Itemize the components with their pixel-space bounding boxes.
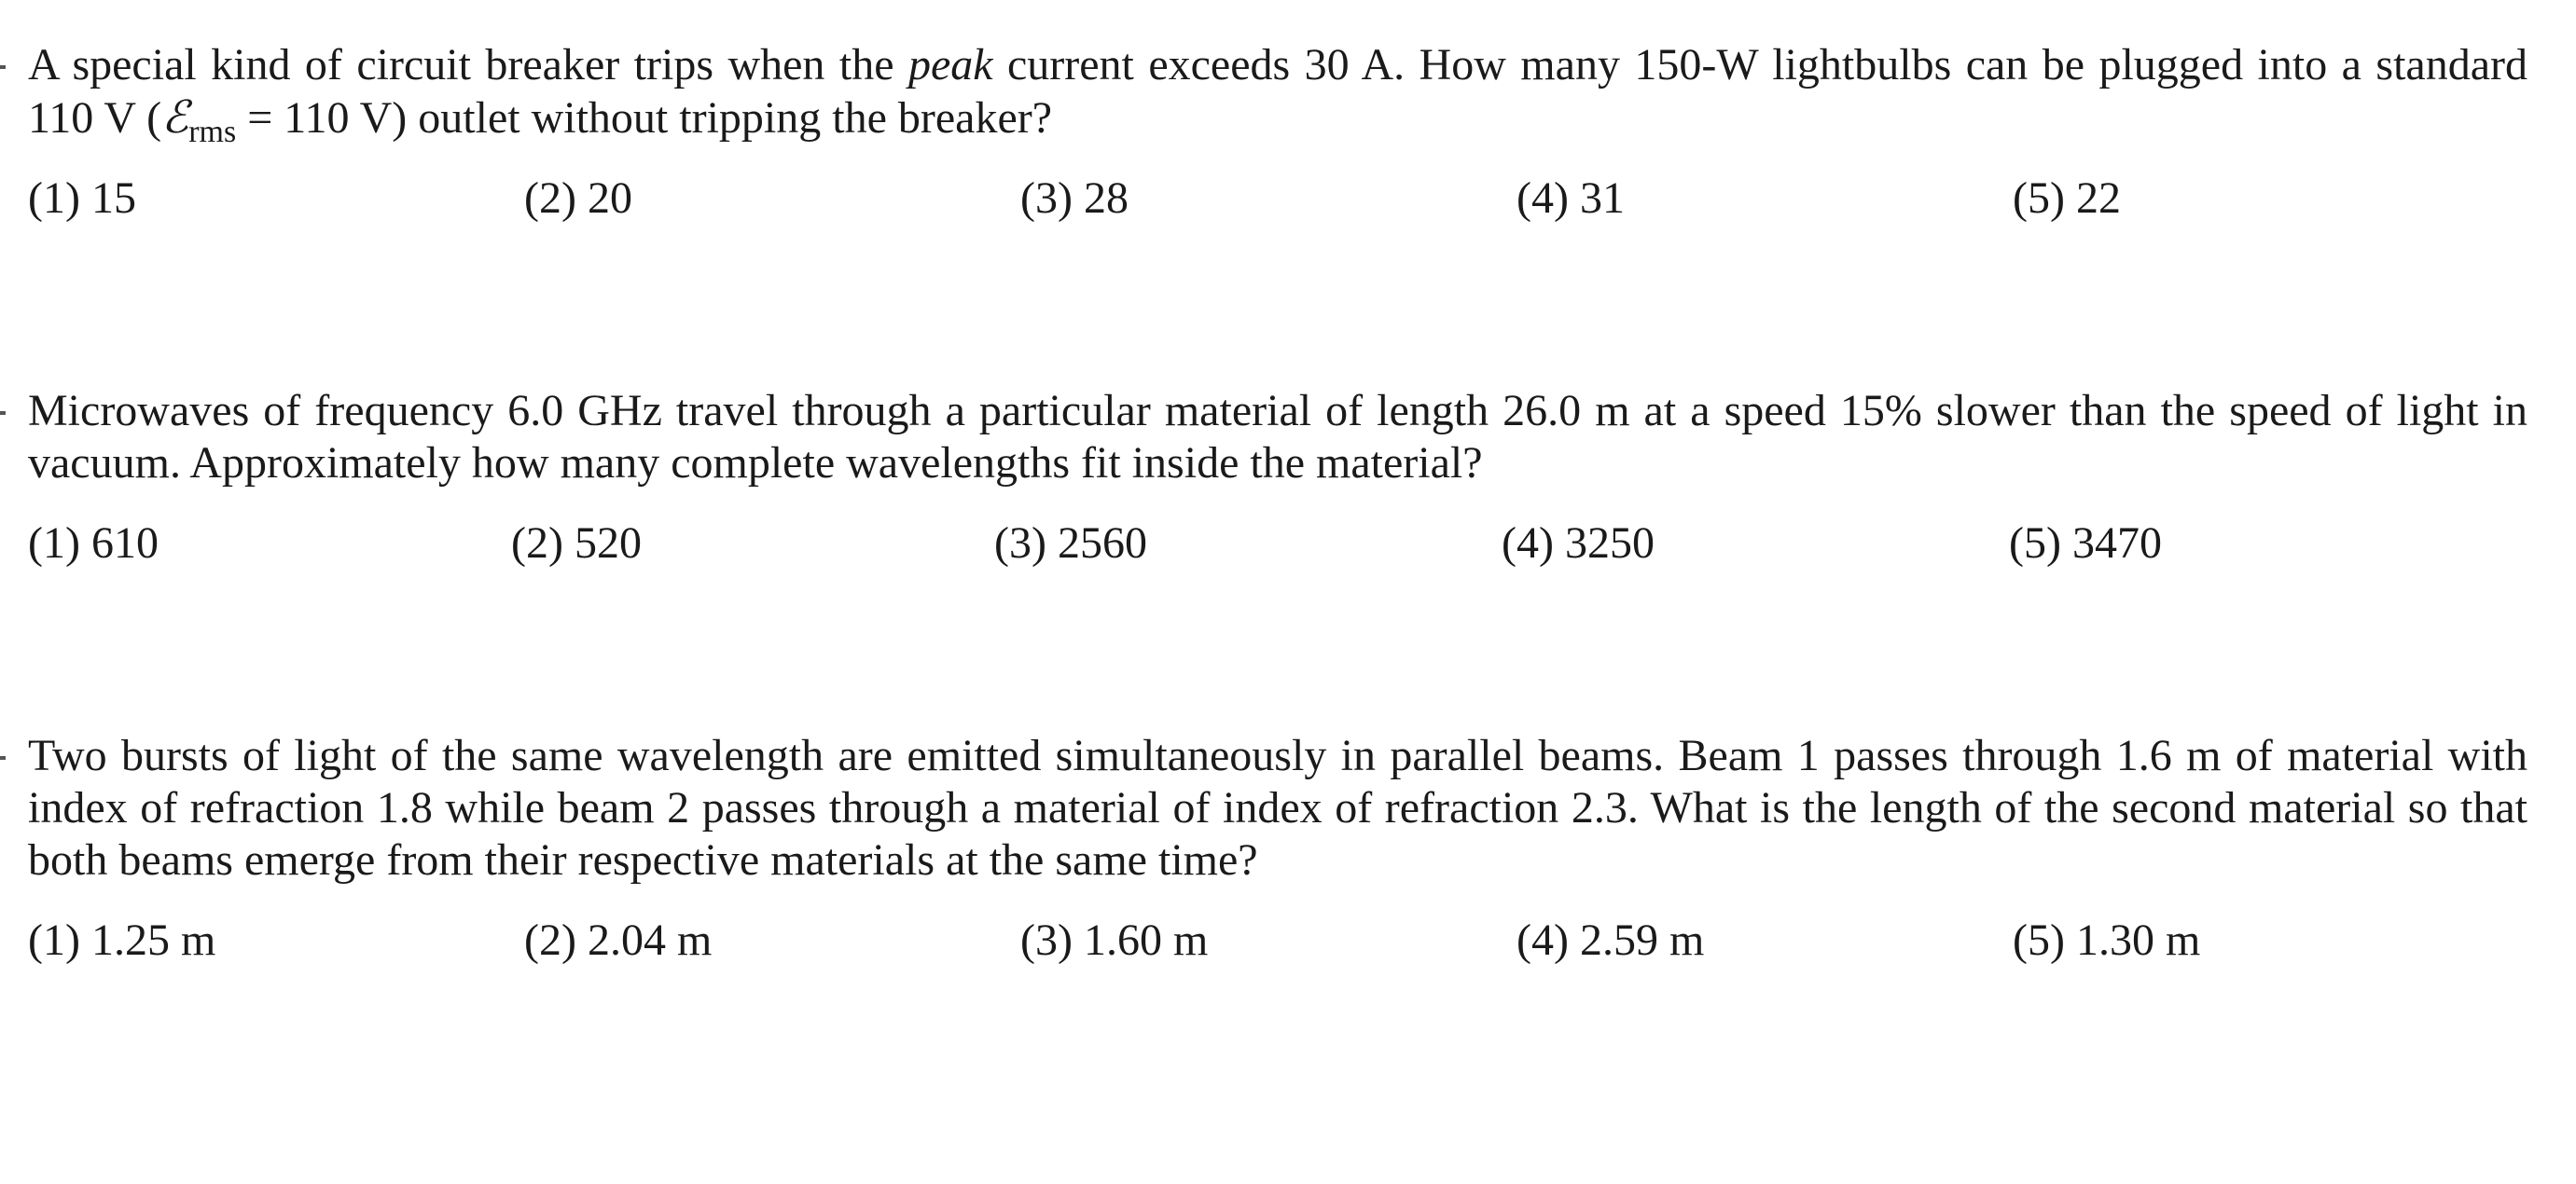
- question-1-text-part-c: = 110 V) outlet without tripping the breaker?: [236, 93, 1053, 143]
- question-2: [28, 385, 2528, 573]
- question-1-emphasis: peak: [907, 40, 993, 89]
- choice-3: (3) 2560: [994, 518, 1147, 568]
- question-1: [28, 39, 2528, 228]
- choice-4: (4) 3250: [1502, 518, 1655, 568]
- choice-4: (4) 2.59 m: [1517, 916, 1705, 965]
- question-1-text-part-a: A special kind of circuit breaker trips when the: [28, 40, 908, 89]
- question-1-text-part-b: current exceeds 30 A. How many 150-W lightbulbs can be plugged into a standard 110 V (: [28, 40, 2528, 143]
- question-2-text: Microwaves of frequency 6.0 GHz travel through a particular material of length 26.0 m at a speed 15% slower than the speed of light in vacuum. Approximately how many complete wavelengths fit inside the material?: [28, 386, 2528, 488]
- choice-1: (1) 15: [28, 173, 136, 223]
- choice-5: (5) 1.30 m: [2013, 916, 2201, 965]
- choice-4: (4) 31: [1517, 173, 1625, 223]
- emf-subscript: rms: [188, 115, 237, 149]
- choice-5: (5) 3470: [2009, 518, 2162, 568]
- question-1-text: [28, 39, 2528, 149]
- choice-2: (2) 2.04 m: [524, 916, 713, 965]
- question-marker: [0, 411, 6, 415]
- question-marker: [0, 65, 6, 69]
- choice-5: (5) 22: [2013, 173, 2121, 223]
- question-3-text: Two bursts of light of the same wavelength are emitted simultaneously in parallel beams. Beam 1 passes through 1.6 m of material with index of refraction 1.8 while beam 2 passes through a material of index of refraction 2.3. What is the length of the second material so that both beams emerge from their respective materials at the same time?: [28, 731, 2528, 885]
- question-2-choices: [28, 517, 2528, 573]
- choice-3: (3) 28: [1020, 173, 1129, 223]
- question-3: [28, 730, 2528, 971]
- question-3-choices: [28, 915, 2528, 971]
- choice-1: (1) 610: [28, 518, 159, 568]
- question-1-choices: [28, 172, 2528, 228]
- question-marker: [0, 756, 6, 760]
- choice-2: (2) 20: [524, 173, 632, 223]
- emf-symbol: ℰ: [161, 91, 189, 144]
- choice-3: (3) 1.60 m: [1020, 916, 1209, 965]
- choice-2: (2) 520: [511, 518, 642, 568]
- choice-1: (1) 1.25 m: [28, 916, 216, 965]
